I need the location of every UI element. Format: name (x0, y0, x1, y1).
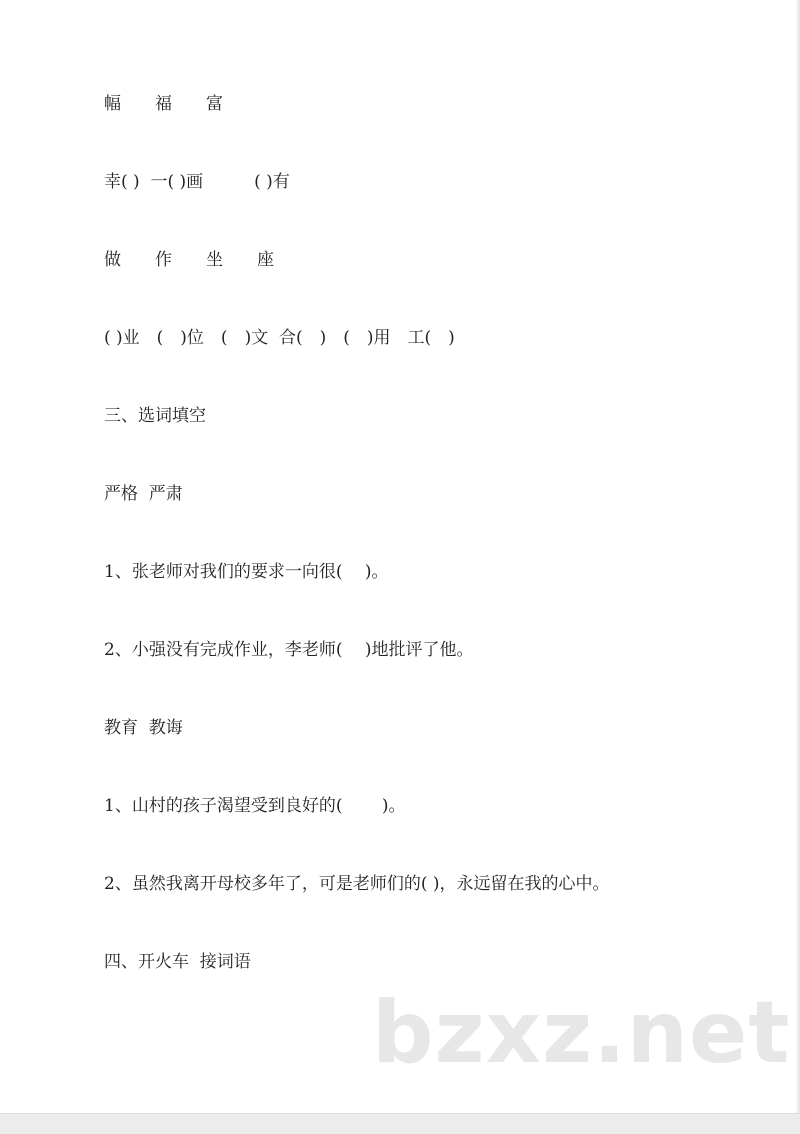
word-pair-2: 教育 教诲 (104, 718, 183, 738)
page-bottom-strip (0, 1113, 800, 1134)
watermark: bzxz.net (372, 983, 791, 1083)
line-1: 幅 福 富 (104, 94, 223, 114)
word-pair-1: 严格 严肃 (104, 484, 183, 504)
line-2: 幸( ) 一( )画 ( )有 (104, 172, 290, 192)
line-4: ( )业 ( )位 ( )文 合( ) ( )用 工( ) (104, 328, 455, 348)
question-2-2: 2、虽然我离开母校多年了，可是老师们的( )，永远留在我的心中。 (104, 874, 610, 894)
page-edge-shadow (796, 0, 800, 1114)
line-3: 做 作 坐 座 (104, 250, 274, 270)
question-1-1: 1、张老师对我们的要求一向很( )。 (104, 562, 389, 582)
section-heading-3: 三、选词填空 (104, 406, 206, 426)
question-2-1: 1、山村的孩子渴望受到良好的( )。 (104, 796, 406, 816)
section-heading-4: 四、开火车 接词语 (104, 952, 251, 972)
question-1-2: 2、小强没有完成作业，李老师( )地批评了他。 (104, 640, 474, 660)
